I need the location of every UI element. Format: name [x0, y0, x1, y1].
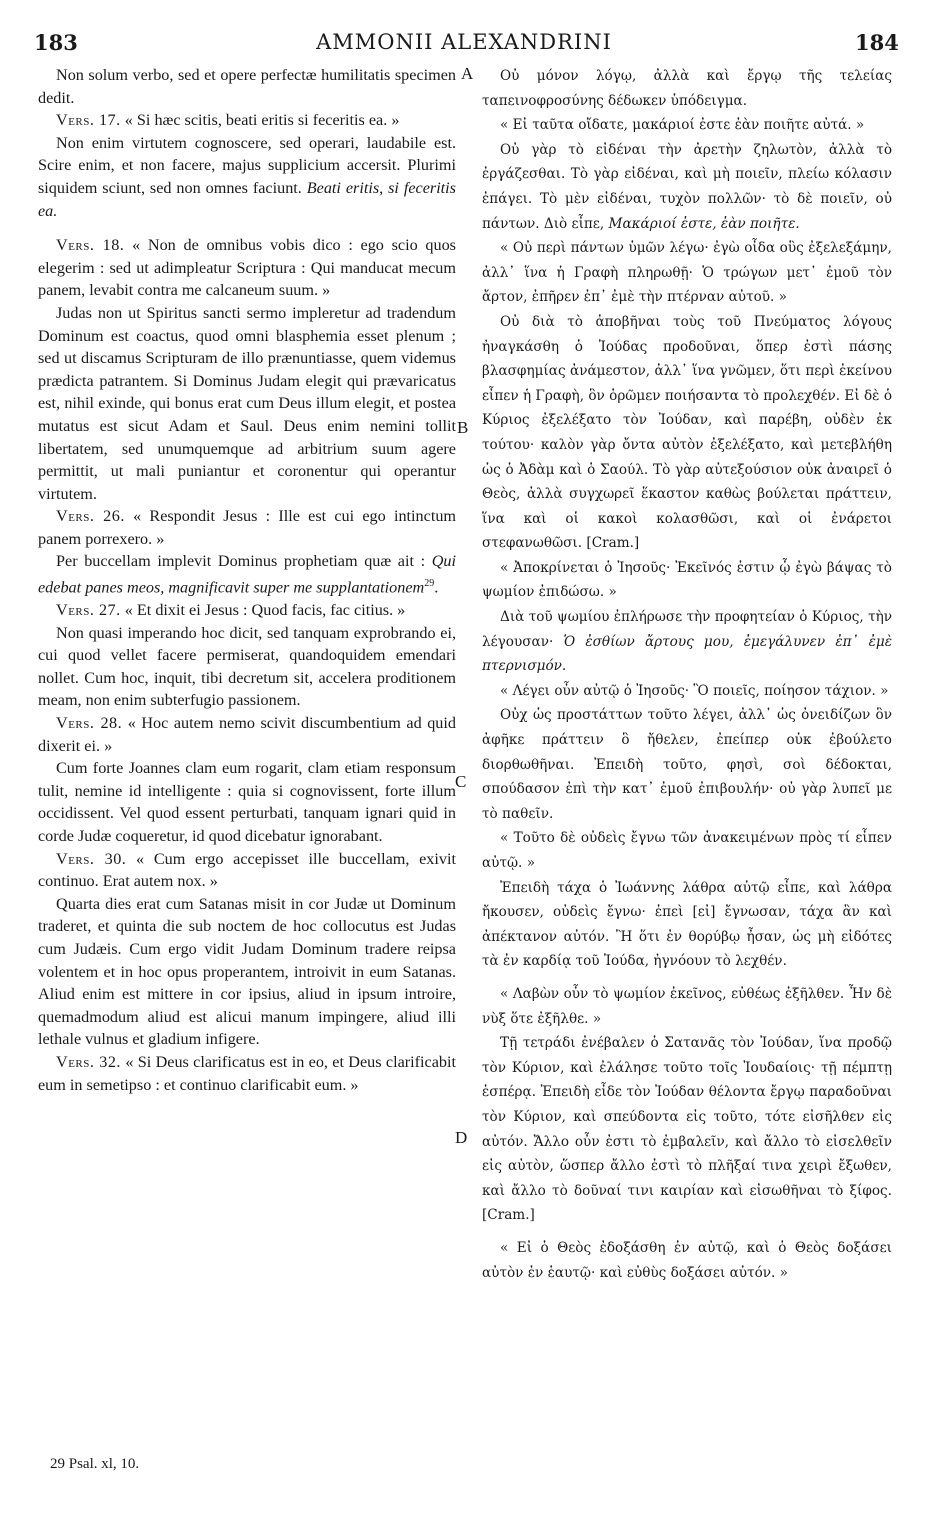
- paragraph-text: « Εἰ ὁ Θεὸς ἐδοξάσθη ἐν αὐτῷ, καὶ ὁ Θεὸς δοξάσει αὐτὸν ἐν ἑαυτῷ· καὶ εὐθὺς δοξάσει αὐτόν. »: [482, 1239, 892, 1281]
- latin-column: [38, 64, 456, 1096]
- latin-paragraph: [38, 64, 456, 109]
- running-title: AMMONII ALEXANDRINI: [316, 30, 612, 54]
- latin-paragraph: [38, 1051, 456, 1096]
- paragraph-text: Cum forte Joannes clam eum rogarit, clam etiam responsum tulit, nemine id intelligente : quia si cognovissent, forte illum occidissent. Vel quod essent perturbati, tanquam ignari quid in corde Judæ coqueretur, id quod dicebatur ignorabant.: [38, 759, 456, 845]
- paragraph-text: Quarta dies erat cum Satanas misit in cor Judæ ut Dominum traderet, et quinta die sub noctem de hoc collocutus est Judas cum Judæis. Cum ergo vidit Judam Dominum tradere reipsa volentem et in hoc opus properantem, introivit in eum Satanas. Aliud enim est mittere in cor ipsius, aliud in ipsum introire, quemadmodum aliud est alicui manum impingere, aliud illi lethale vulnus et gladium infigere.: [38, 894, 456, 1049]
- greek-paragraph: [482, 1031, 892, 1228]
- latin-paragraph: [38, 848, 456, 893]
- greek-paragraph: [482, 982, 892, 1031]
- verse-label: Vers. 28.: [56, 714, 123, 733]
- paragraph-text: Ἐπειδὴ τάχα ὁ Ἰωάννης λάθρα αὐτῷ εἶπε, καὶ λάθρα ἤκουσεν, οὐδεὶς ἔγνω· ἐπεὶ [εἰ] ἔγνωσαν, τάχα ἂν καὶ ἀπέκτανον αὐτόν. Ἢ ὅτι ἐν θορύβῳ ἦσαν, ὡς μὴ εἰδότες τὰ ἐν καρδίᾳ τοῦ Ἰούδα, ἠγνόουν τὸ λεχθέν.: [482, 879, 892, 970]
- paragraph-text: « Si hæc scitis, beati eritis si feceritis ea. »: [124, 111, 400, 130]
- latin-paragraph: [38, 302, 456, 505]
- paragraph-text: « Τοῦτο δὲ οὐδεὶς ἔγνω τῶν ἀνακειμένων πρὸς τί εἶπεν αὐτῷ. »: [482, 830, 892, 871]
- paragraph-text: Judas non ut Spiritus sancti sermo impleretur ad tradendum Dominum est coactus, quod omni blasphemia esset plenum ; sed ut discamus Scripturam de illo prænuntiasse, quem videmus prædicta patrantem. Si Dominus Judam elegit qui prævaricatus est, nihil exinde, qui bonus erat cum Deus illum elegit, et postea mutatus est sicut Adam et Saul. Deus enim nemini tollit libertatem, sed unumquemque ad arbitrium suum agere permittit, ut mali puniantur et coronentur qui operantur virtutem.: [38, 303, 456, 503]
- italic-quote: Qui edebat panes meos, magnificavit super me supplantationem: [38, 552, 456, 597]
- paragraph-text: Οὐ διὰ τὸ ἀποβῆναι τοὺς τοῦ Πνεύματος λόγους ἠναγκάσθη ὁ Ἰούδας προδοῦναι, ὅπερ ἐστὶ πάσης βλασφημίας ἀνάμεστον, ἀλλ᾽ ἵνα γνῶμεν, ὅτι περὶ ἐκείνου εἶπεν ἡ Γραφὴ, ὃν ὁρῶμεν ποιήσαντα τὸ προλεχθέν. Εἰ δὲ ὁ Κύριος ἐξελέξατο τὸν Ἰούδαν, καὶ παρέβη, οὐδὲν ἐκ τούτου· καλὸν γὰρ ὄντα αὐτὸν ἐξελέξατο, καὶ μετεβλήθη ὡς ὁ Ἀδὰμ καὶ ὁ Σαούλ. Τὸ γὰρ αὐτεξούσιον οὐκ ἀναιρεῖ ὁ Θεὸς, ἀλλὰ συγχωρεῖ ἕκαστον καθὼς βούλεται πράττειν, ἵνα καὶ οἱ κακοὶ κολασθῶσι, καὶ οἱ ἐνάρετοι στεφανωθῶσι. [Cram.]: [482, 313, 892, 552]
- greek-paragraph: [482, 64, 892, 113]
- greek-paragraph: [482, 236, 892, 310]
- italic-quote: Μακάριοί ἐστε, ἐὰν ποιῆτε.: [608, 215, 800, 232]
- paragraph-text: « Hoc autem nemo scivit discumbentium ad quid dixerit ei. »: [38, 714, 456, 755]
- greek-paragraph: [482, 310, 892, 556]
- paragraph-text: Διὰ τοῦ ψωμίου ἐπλήρωσε τὴν προφητείαν ὁ Κύριος, τὴν λέγουσαν·: [482, 609, 892, 650]
- footnote-ref: 29: [424, 578, 435, 590]
- paragraph-text: Per buccellam implevit Dominus prophetiam quæ ait :: [56, 552, 432, 571]
- paragraph-text: « Λαβὼν οὖν τὸ ψωμίον ἐκεῖνος, εὐθέως ἐξῆλθεν. Ἦν δὲ νὺξ ὅτε ἐξῆλθε. »: [482, 985, 892, 1027]
- greek-paragraph: [482, 556, 892, 605]
- italic-quote: Ὁ ἐσθίων ἄρτους μου, ἐμεγάλυνεν ἐπ᾽ ἐμὲ πτερνισμόν.: [482, 633, 892, 675]
- paragraph-text: « Respondit Jesus : Ille est cui ego intinctum panem porrexero. »: [38, 507, 456, 548]
- latin-paragraph: [38, 893, 456, 1051]
- verse-label: Vers. 17.: [56, 111, 121, 130]
- paragraph-gap: [38, 222, 456, 234]
- paragraph-text: Οὐ γὰρ τὸ εἰδέναι τὴν ἀρετὴν ζηλωτὸν, ἀλλὰ τὸ ἐργάζεσθαι. Τὸ γὰρ εἰδέναι, καὶ μὴ ποιεῖν, πλείω κόλασιν ἐπάγει. Τὸ μὲν εἰδέναι, τυχὸν πολλῶν· τὸ δὲ ποιεῖν, οὐ πάντων. Διὸ εἶπε,: [482, 141, 892, 232]
- paragraph-text: « Si Deus clarificatus est in eo, et Deus clarificabit eum in semetipso : et continuo clarificabit eum. »: [38, 1052, 457, 1094]
- margin-marker-c: C: [455, 772, 467, 791]
- verse-label: Vers. 30.: [56, 849, 127, 868]
- footnote: 29 Psal. xl, 10.: [50, 1456, 140, 1472]
- verse-label: Vers. 27.: [56, 601, 121, 620]
- paragraph-tail: .: [434, 578, 439, 597]
- paragraph-text: « Cum ergo accepisset ille buccellam, exivit continuo. Erat autem nox. »: [38, 849, 456, 891]
- latin-paragraph: [38, 622, 456, 712]
- page-number-right: 184: [855, 30, 899, 55]
- paragraph-text: « Ἀποκρίνεται ὁ Ἰησοῦς· Ἐκεῖνός ἐστιν ᾧ ἐγὼ βάψας τὸ ψωμίον ἐπιδώσω. »: [482, 559, 892, 601]
- page-number-left: 183: [34, 30, 78, 55]
- verse-label: Vers. 26.: [56, 507, 125, 526]
- verse-label: Vers. 32.: [56, 1052, 121, 1071]
- latin-paragraph: [38, 109, 456, 132]
- greek-paragraph: [482, 605, 892, 679]
- latin-paragraph: [38, 550, 456, 599]
- paragraph-text: Non enim virtutem cognoscere, sed operari, laudabile est. Scire enim, et non facere, majus supplicium accersit. Plurimi siquidem sciunt, sed non omnes faciunt.: [38, 133, 456, 197]
- greek-paragraph: [482, 138, 892, 236]
- paragraph-text: Οὐχ ὡς προστάττων τοῦτο λέγει, ἀλλ᾽ ὡς ὀνειδίζων ὃν ἀφῆκε πράττειν ὃ ἤθελεν, ἐπείπερ οὐκ ἐβούλετο διορθωθῆναι. Ἐπειδὴ τοῦτο, φησὶ, σοὶ δέδοκται, σπούδασον ἐπὶ τὴν κατ᾽ ἐμοῦ ἐπιβουλήν· οὐ γὰρ λυπεῖ με τὸ παθεῖν.: [482, 707, 892, 822]
- margin-marker-a: A: [461, 64, 474, 83]
- margin-marker-d: D: [455, 1128, 468, 1147]
- paragraph-text: Τῇ τετράδι ἐνέβαλεν ὁ Σατανᾶς τὸν Ἰούδαν, ἵνα προδῷ τὸν Κύριον, καὶ ἐλάλησε τοῦτο τοῖς Ἰουδαίοις· τῇ πέμπτῃ ἑσπέρᾳ. Ἐπειδὴ εἶδε τὸν Ἰούδαν θέλοντα ἔργῳ παραδοῦναι τὸν Κύριον, καὶ σπεύδοντα εἰς τοῦτο, τότε εἰσῆλθεν εἰς αὐτόν. Ἄλλο οὖν ἐστι τὸ ἐμβαλεῖν, καὶ ἄλλο τὸ εἰσελθεῖν εἰς αὐτὸν, ὥσπερ ἄλλο ἐστὶ τὸ πλῆξαί τινα χειρὶ ἔξωθεν, καὶ ἄλλο τὸ δοῦναί τινι καιρίαν καὶ εἰσωθῆναι τὸ ξίφος. [Cram.]: [482, 1035, 892, 1224]
- greek-column: [482, 64, 892, 1285]
- page-header: [0, 30, 928, 60]
- greek-paragraph: [482, 113, 892, 138]
- paragraph-text: « Et dixit ei Jesus : Quod facis, fac citius. »: [124, 601, 406, 620]
- paragraph-text: « Λέγει οὖν αὐτῷ ὁ Ἰησοῦς· Ὃ ποιεῖς, ποίησον τάχιον. »: [500, 682, 889, 699]
- paragraph-text: Οὐ μόνον λόγῳ, ἀλλὰ καὶ ἔργῳ τῆς τελείας ταπεινοφροσύνης δέδωκεν ὑπόδειγμα.: [482, 68, 892, 109]
- greek-paragraph: [482, 703, 892, 826]
- paragraph-text: « Non de omnibus vobis dico : ego scio quos elegerim : sed ut adimpleatur Scriptura : Qui manducat mecum panem, levabit contra me calcaneum suum. »: [38, 236, 456, 300]
- paragraph-text: Non quasi imperando hoc dicit, sed tanquam exprobrando ei, cui quod vellet facere permiserat, quandoquidem emendari nollet. Cum hoc, inquit, tibi decretum sit, accelera proditionem meam, non enim subterfugio passionem.: [38, 623, 456, 710]
- paragraph-text: Non solum verbo, sed et opere perfectæ humilitatis specimen dedit.: [38, 66, 456, 107]
- paragraph-text: « Οὐ περὶ πάντων ὑμῶν λέγω· ἐγὼ οἶδα οὓς ἐξελεξάμην, ἀλλ᾽ ἵνα ἡ Γραφὴ πληρωθῇ· Ὁ τρώγων μετ᾽ ἐμοῦ τὸν ἄρτον, ἐπῆρεν ἐπ᾽ ἐμὲ τὴν πτέρναν αὐτοῦ. »: [482, 240, 892, 306]
- greek-paragraph: [482, 876, 892, 974]
- latin-paragraph: [38, 505, 456, 550]
- latin-paragraph: [38, 234, 456, 302]
- latin-paragraph: [38, 712, 456, 757]
- italic-quote: Beati eritis, si feceritis ea.: [38, 178, 456, 220]
- greek-paragraph: [482, 1236, 892, 1285]
- verse-label: Vers. 18.: [56, 236, 125, 255]
- latin-paragraph: [38, 757, 456, 847]
- paragraph-gap: [482, 1228, 892, 1236]
- paragraph-gap: [482, 974, 892, 982]
- greek-paragraph: [482, 679, 892, 704]
- latin-paragraph: [38, 132, 456, 222]
- greek-paragraph: [482, 826, 892, 875]
- margin-marker-b: B: [457, 418, 469, 437]
- paragraph-text: « Εἰ ταῦτα οἴδατε, μακάριοί ἐστε ἐὰν ποιῆτε αὐτά. »: [500, 117, 865, 134]
- latin-paragraph: [38, 599, 456, 622]
